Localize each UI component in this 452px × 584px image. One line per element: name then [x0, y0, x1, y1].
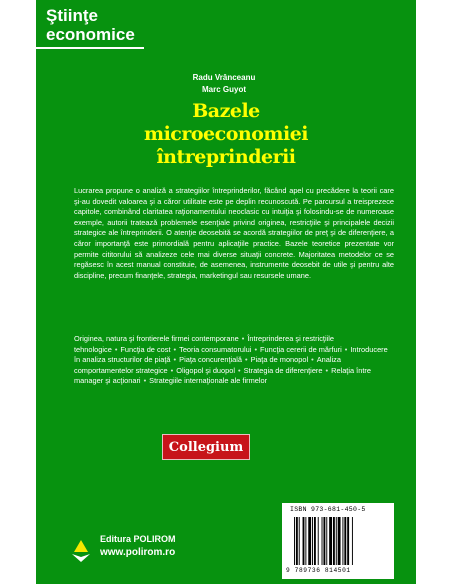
authors	[144, 72, 304, 96]
barcode-bar	[294, 517, 295, 565]
barcode-bar	[299, 517, 300, 565]
topic-item: Funcţia de cost	[120, 344, 171, 354]
bullet-separator: •	[245, 355, 248, 365]
barcode-bar	[318, 517, 319, 565]
barcode-bar	[336, 517, 337, 565]
barcode-icon	[294, 517, 386, 565]
topic-item: Strategia de diferenţiere	[243, 365, 323, 375]
barcode-bar	[352, 517, 353, 565]
bullet-separator: •	[254, 344, 258, 354]
barcode-bar	[344, 517, 346, 565]
description-paragraph: Lucrarea propune o analiză a strategiilor întreprinderilor, făcând apel cu precădere la teorii care şi-au dovedit valoarea şi a căror utilitate este pe deplin recunoscută. Pe parcursul a treisprezece capitole, combinând claritatea raţionamentului neoclasic cu intuiţia şi folosindu-se de numeroase exemple, autorii tratează problemele esenţiale privind originea, restricţiile şi principalele decizii strategice ale întreprinderii. O atenţie deosebită se acordă strategiilor de preţ şi de diferenţiere, a căror importanţă este primordială pentru aplicaţiile practice. Bazele teoretice prezentate vor permite cititorului să analizeze cele mai diverse situaţii concrete. Majoritatea metodelor ce se regăsesc în acest manual constituie, de asemenea, instrumente deosebit de utile şi pentru alte discipline, precum finanţele, strategia, marketingul sau resursele umane.	[74, 186, 394, 280]
topic-item: Întreprinderea şi restricţiile tehnologice	[74, 334, 334, 354]
barcode-bar	[312, 517, 313, 565]
barcode-bar	[347, 517, 349, 565]
barcode-bar	[329, 517, 332, 565]
topic-item: Piaţa concurenţială	[179, 355, 243, 365]
topic-item: Relaţia între manager şi acţionari	[74, 365, 371, 386]
bullet-separator: •	[238, 365, 241, 375]
topic-item: Funcţia cererii de mărfuri	[260, 344, 342, 354]
title-line-1: Bazele	[192, 100, 260, 122]
barcode-bar	[308, 517, 311, 565]
topic-item: Oligopol şi duopol	[176, 365, 236, 375]
series-line-2: economice	[46, 25, 135, 44]
collection-badge	[162, 434, 250, 460]
bullet-separator: •	[173, 355, 177, 365]
barcode-bar	[296, 517, 298, 565]
title-line-2: microeconomiei	[143, 123, 309, 145]
barcode-bar	[322, 517, 323, 565]
isbn-text: ISBN 973-681-450-5	[290, 506, 366, 513]
barcode-panel	[282, 503, 394, 579]
bullet-separator: •	[241, 334, 245, 343]
barcode-bar	[326, 517, 327, 565]
book-description	[74, 186, 394, 285]
series-divider	[36, 47, 144, 49]
topic-item: Teoria consumatorului	[179, 344, 252, 354]
book-title	[86, 100, 366, 169]
series-title	[46, 6, 196, 44]
topic-item: Analiza comportamentelor strategice	[74, 355, 341, 375]
bullet-separator: •	[173, 344, 177, 354]
topic-item: Strategiile internaţionale ale firmelor	[149, 376, 268, 386]
ean-digits: 9 789736 814501	[286, 567, 351, 574]
bullet-separator: •	[311, 355, 314, 365]
barcode-bar	[338, 517, 341, 565]
barcode-bar	[303, 517, 305, 565]
author-2: Marc Guyot	[201, 85, 246, 94]
book-back-cover	[36, 0, 416, 584]
barcode-bar	[323, 517, 325, 565]
bullet-separator: •	[170, 365, 174, 375]
polirom-logo-icon	[66, 538, 96, 564]
topic-item: Originea, natura şi frontierele firmei contemporane	[74, 334, 239, 343]
barcode-bar	[305, 517, 306, 565]
bullet-separator: •	[114, 344, 118, 354]
series-line-1: Ştiinţe	[46, 6, 98, 25]
topics-list	[74, 334, 394, 387]
topic-item: Introducere în analiza structurilor de piaţă	[74, 344, 388, 365]
bullet-separator: •	[325, 365, 329, 375]
bullet-separator: •	[344, 344, 348, 354]
publisher-url: www.polirom.ro	[100, 547, 176, 558]
author-1: Radu Vrânceanu	[192, 73, 256, 82]
barcode-bar	[314, 517, 316, 565]
bullet-separator: •	[143, 376, 147, 386]
topic-item: Piaţa de monopol	[250, 355, 309, 365]
barcode-bar	[342, 517, 343, 565]
barcode-bar	[333, 517, 335, 565]
title-line-3: întreprinderii	[156, 146, 296, 168]
publisher-name: Editura POLIROM	[100, 534, 176, 544]
collection-name: Collegium	[168, 439, 244, 455]
